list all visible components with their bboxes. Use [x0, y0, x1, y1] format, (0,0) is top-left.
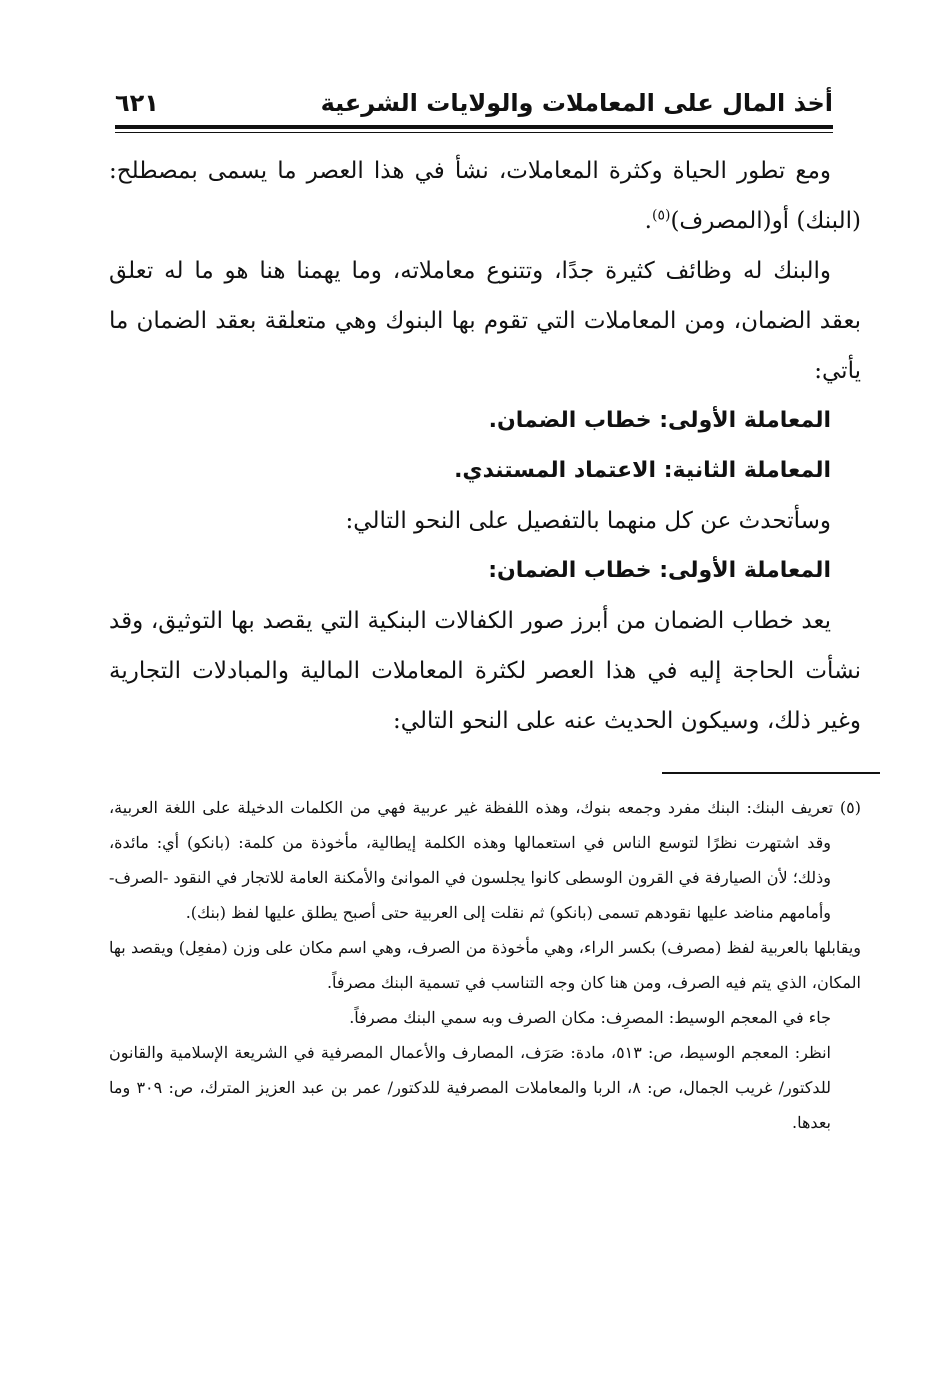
heading-first-transaction: المعاملة الأولى: خطاب الضمان.	[488, 408, 831, 433]
paragraph-2: والبنك له وظائف كثيرة جدًا، وتتنوع معاملاته، وما يهمنا هنا هو ما له تعلق بعقد الضمان، ومن المعاملات التي تقوم بها البنوك وهي متعلقة بعقد الضمان ما يأتي:	[109, 258, 861, 384]
running-title: أخذ المال على المعاملات والولايات الشرعية	[320, 89, 833, 117]
paragraph-4: يعد خطاب الضمان من أبرز صور الكفالات البنكية التي يقصد بها التوثيق، وقد نشأت الحاجة إليه في هذا العصر لكثرة المعاملات المالية والمبادلات التجارية وغير ذلك، وسيكون الحديث عنه على النحو التالي:	[109, 608, 861, 734]
footnote-ref-5: (٥)	[651, 207, 671, 224]
header-rule-thin	[115, 132, 833, 133]
page-number: ٦٢١	[115, 89, 159, 117]
header-rule-thick	[115, 125, 833, 129]
paragraph-3: وسأتحدث عن كل منهما بالتفصيل على النحو التالي:	[345, 508, 831, 534]
footnote-5-references: انظر: المعجم الوسيط، ص: ٥١٣، مادة: صَرَف، المصارف والأعمال المصرفية في الشريعة الإسلامية والقانون للدكتور/ غريب الجمال، ص: ٨، الربا والمعاملات المصرفية للدكتور/ عمر بن عبد العزيز المترك، ص: ٣٠٩ وما بعدها.	[109, 1043, 832, 1132]
footnote-5-continued-2: جاء في المعجم الوسيط: المصرِف: مكان الصرف وبه سمي البنك مصرفاً.	[349, 1008, 831, 1027]
running-header	[115, 86, 833, 122]
footnote-separator	[662, 772, 880, 774]
paragraph-1-end: .	[644, 208, 652, 234]
footnote-5-continued-1: ويقابلها بالعربية لفظ (مصرف) بكسر الراء، وهي مأخوذة من الصرف، وهي اسم مكان على وزن (مفعِل) ويقصد بها المكان، الذي يتم فيه الصرف، ومن هنا كان وجه التناسب في تسمية البنك مصرفاً.	[109, 938, 862, 992]
paragraph-1-text: ومع تطور الحياة وكثرة المعاملات، نشأ في هذا العصر ما يسمى بمصطلح: (البنك) أو(المصرف)	[109, 158, 861, 234]
paragraph-1	[109, 146, 861, 246]
heading-second-transaction: المعاملة الثانية: الاعتماد المستندي.	[454, 458, 831, 483]
main-text	[109, 146, 861, 746]
heading-letter-of-guarantee: المعاملة الأولى: خطاب الضمان:	[488, 558, 831, 583]
footnotes	[109, 790, 861, 1140]
footnote-5: (٥) تعريف البنك: البنك مفرد وجمعه بنوك، وهذه اللفظة غير عربية فهي من الكلمات الدخيلة على اللغة العربية، وقد اشتهرت نظرًا لتوسع الناس في استعمالها وهذه الكلمة إيطالية، مأخوذة من كلمة: (بانكو) أي: مائدة، وذلك؛ لأن الصيارفة في القرون الوسطى كانوا يجلسون في الموانئ والأمكنة العامة للاتجار في النقود -الصرف- وأمامهم مناضد عليها نقودهم تسمى (بانكو) ثم نقلت إلى العربية حتى أصبح يطلق عليها لفظ (بنك).	[109, 798, 861, 922]
